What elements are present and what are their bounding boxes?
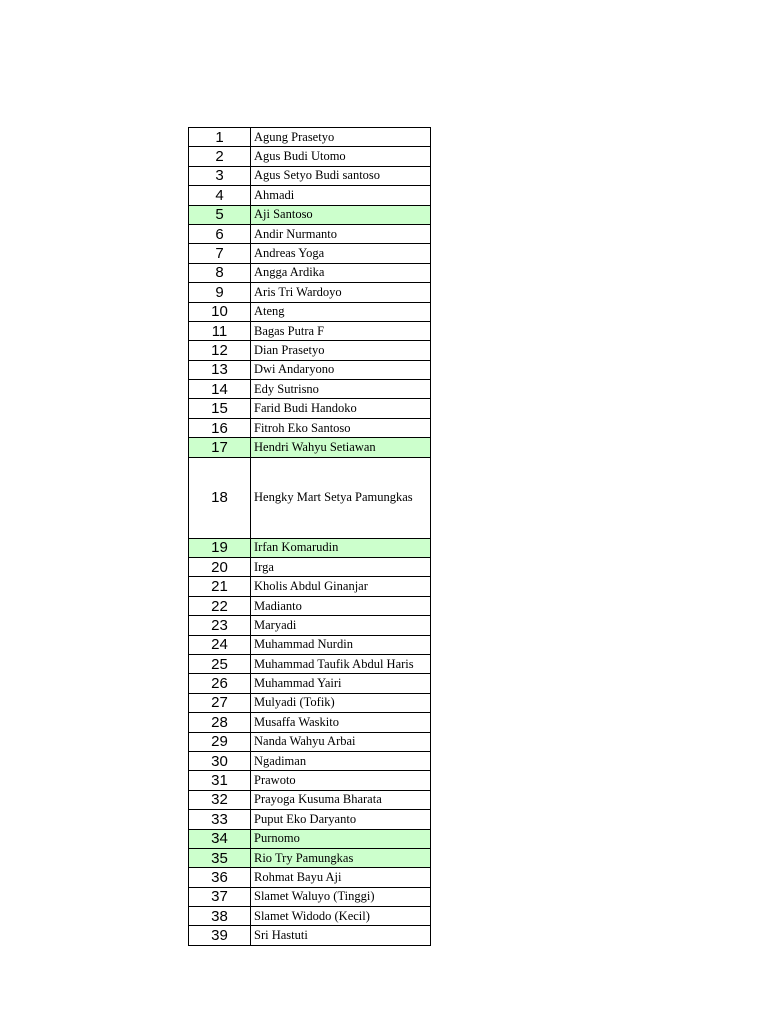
row-number-cell: 5	[189, 205, 251, 224]
person-name-cell: Agung Prasetyo	[251, 128, 431, 147]
table-row	[189, 538, 431, 557]
row-number-cell: 1	[189, 128, 251, 147]
row-number-cell: 39	[189, 926, 251, 945]
table-row	[189, 868, 431, 887]
person-name-cell: Muhammad Yairi	[251, 674, 431, 693]
row-number-cell: 16	[189, 418, 251, 437]
row-number-cell: 33	[189, 810, 251, 829]
row-number-cell: 6	[189, 224, 251, 243]
row-number-cell: 2	[189, 147, 251, 166]
table-row	[189, 244, 431, 263]
person-name-cell: Rohmat Bayu Aji	[251, 868, 431, 887]
table-row	[189, 732, 431, 751]
person-name-cell: Ahmadi	[251, 186, 431, 205]
table-row	[189, 321, 431, 340]
person-name-cell: Mulyadi (Tofik)	[251, 693, 431, 712]
row-number-cell: 8	[189, 263, 251, 282]
table-row	[189, 926, 431, 945]
table-row	[189, 205, 431, 224]
table-row	[189, 848, 431, 867]
person-name-cell: Irfan Komarudin	[251, 538, 431, 557]
person-name-cell: Edy Sutrisno	[251, 380, 431, 399]
person-name-cell: Dian Prasetyo	[251, 341, 431, 360]
row-number-cell: 38	[189, 907, 251, 926]
row-number-cell: 22	[189, 596, 251, 615]
table-row	[189, 713, 431, 732]
row-number-cell: 21	[189, 577, 251, 596]
person-name-cell: Agus Setyo Budi santoso	[251, 166, 431, 185]
person-name-cell: Madianto	[251, 596, 431, 615]
table-row	[189, 224, 431, 243]
table-row	[189, 558, 431, 577]
table-row	[189, 829, 431, 848]
row-number-cell: 19	[189, 538, 251, 557]
row-number-cell: 35	[189, 848, 251, 867]
row-number-cell: 10	[189, 302, 251, 321]
table-row	[189, 263, 431, 282]
table-row	[189, 186, 431, 205]
person-name-cell: Prayoga Kusuma Bharata	[251, 790, 431, 809]
person-name-cell: Prawoto	[251, 771, 431, 790]
row-number-cell: 23	[189, 616, 251, 635]
row-number-cell: 27	[189, 693, 251, 712]
table-row	[189, 674, 431, 693]
row-number-cell: 32	[189, 790, 251, 809]
row-number-cell: 25	[189, 654, 251, 673]
row-number-cell: 24	[189, 635, 251, 654]
row-number-cell: 28	[189, 713, 251, 732]
table-row	[189, 654, 431, 673]
table-row	[189, 577, 431, 596]
person-name-cell: Puput Eko Daryanto	[251, 810, 431, 829]
row-number-cell: 30	[189, 751, 251, 770]
row-number-cell: 3	[189, 166, 251, 185]
table-row	[189, 438, 431, 457]
person-name-cell: Aris Tri Wardoyo	[251, 283, 431, 302]
row-number-cell: 7	[189, 244, 251, 263]
person-name-cell: Irga	[251, 558, 431, 577]
row-number-cell: 18	[189, 457, 251, 538]
person-name-cell: Kholis Abdul Ginanjar	[251, 577, 431, 596]
table-row	[189, 751, 431, 770]
table-row	[189, 790, 431, 809]
table-row	[189, 810, 431, 829]
table-row	[189, 399, 431, 418]
person-name-cell: Nanda Wahyu Arbai	[251, 732, 431, 751]
table-row	[189, 635, 431, 654]
row-number-cell: 26	[189, 674, 251, 693]
person-name-cell: Slamet Waluyo (Tinggi)	[251, 887, 431, 906]
row-number-cell: 13	[189, 360, 251, 379]
person-name-cell: Musaffa Waskito	[251, 713, 431, 732]
person-name-cell: Sri Hastuti	[251, 926, 431, 945]
person-name-cell: Hengky Mart Setya Pamungkas	[251, 457, 431, 538]
row-number-cell: 20	[189, 558, 251, 577]
person-name-cell: Aji Santoso	[251, 205, 431, 224]
table-row	[189, 693, 431, 712]
table-row	[189, 147, 431, 166]
person-name-cell: Andreas Yoga	[251, 244, 431, 263]
person-name-cell: Hendri Wahyu Setiawan	[251, 438, 431, 457]
person-name-cell: Farid Budi Handoko	[251, 399, 431, 418]
table-row	[189, 128, 431, 147]
table-row	[189, 457, 431, 538]
person-name-cell: Slamet Widodo (Kecil)	[251, 907, 431, 926]
person-name-cell: Fitroh Eko Santoso	[251, 418, 431, 437]
table-row	[189, 616, 431, 635]
person-name-cell: Angga Ardika	[251, 263, 431, 282]
table-row	[189, 166, 431, 185]
table-row	[189, 360, 431, 379]
person-name-cell: Purnomo	[251, 829, 431, 848]
table-row	[189, 380, 431, 399]
row-number-cell: 15	[189, 399, 251, 418]
row-number-cell: 36	[189, 868, 251, 887]
table-row	[189, 596, 431, 615]
table-row	[189, 341, 431, 360]
table-row	[189, 907, 431, 926]
person-name-cell: Muhammad Nurdin	[251, 635, 431, 654]
row-number-cell: 9	[189, 283, 251, 302]
person-name-cell: Dwi Andaryono	[251, 360, 431, 379]
row-number-cell: 14	[189, 380, 251, 399]
person-name-cell: Agus Budi Utomo	[251, 147, 431, 166]
name-list-table	[188, 127, 431, 946]
row-number-cell: 11	[189, 321, 251, 340]
person-name-cell: Ngadiman	[251, 751, 431, 770]
table-row	[189, 302, 431, 321]
row-number-cell: 34	[189, 829, 251, 848]
row-number-cell: 17	[189, 438, 251, 457]
person-name-cell: Maryadi	[251, 616, 431, 635]
row-number-cell: 4	[189, 186, 251, 205]
person-name-cell: Rio Try Pamungkas	[251, 848, 431, 867]
table-row	[189, 771, 431, 790]
person-name-cell: Ateng	[251, 302, 431, 321]
table-row	[189, 887, 431, 906]
person-name-cell: Bagas Putra F	[251, 321, 431, 340]
row-number-cell: 31	[189, 771, 251, 790]
name-list-body	[189, 128, 431, 946]
table-row	[189, 418, 431, 437]
row-number-cell: 29	[189, 732, 251, 751]
table-row	[189, 283, 431, 302]
row-number-cell: 12	[189, 341, 251, 360]
row-number-cell: 37	[189, 887, 251, 906]
person-name-cell: Andir Nurmanto	[251, 224, 431, 243]
person-name-cell: Muhammad Taufik Abdul Haris	[251, 654, 431, 673]
